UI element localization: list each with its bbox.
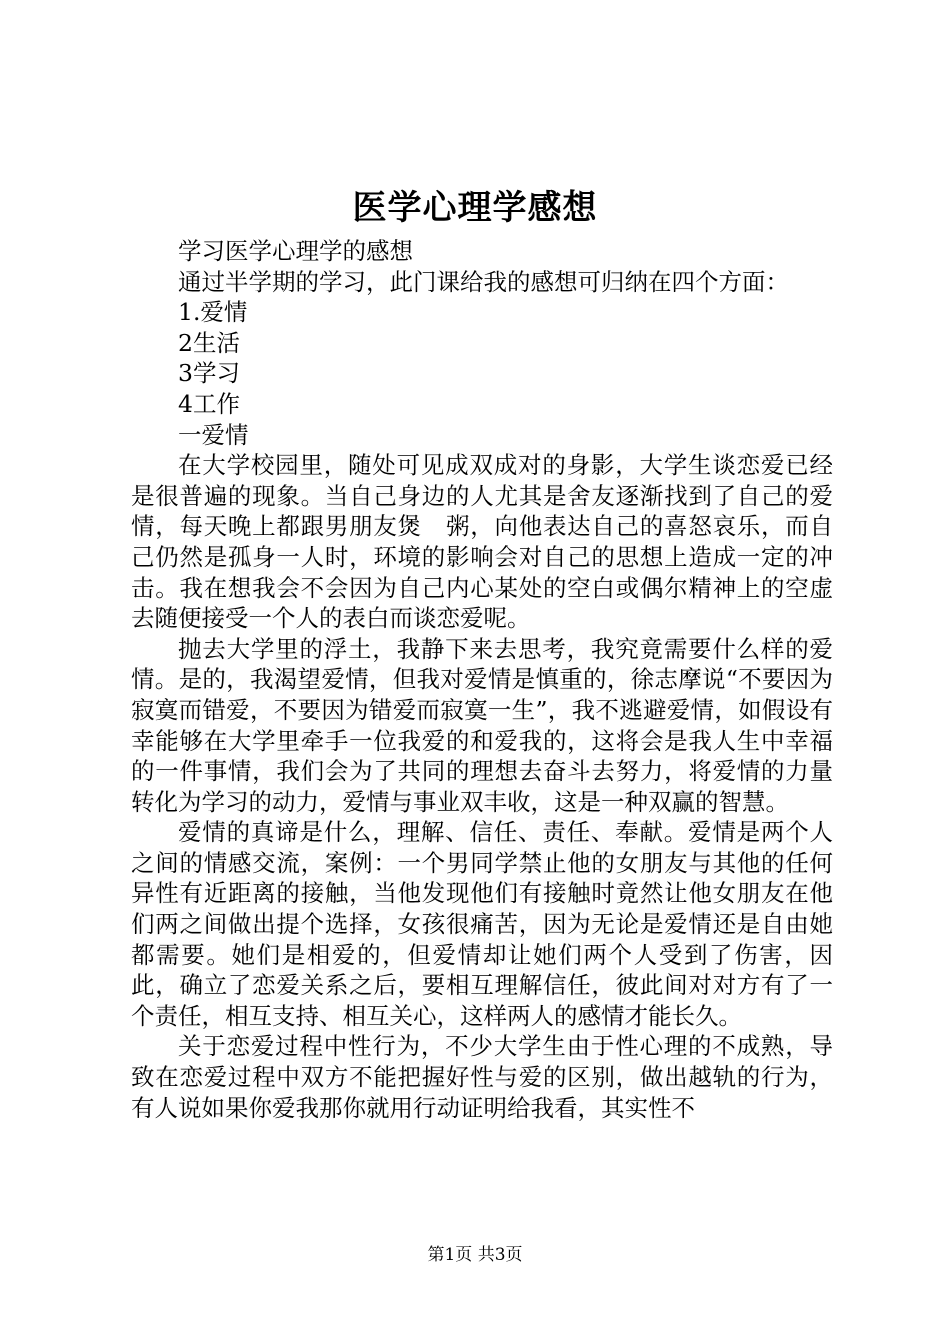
list-item: 2生活 [178,328,240,357]
list-item: 1.爱情 [178,298,248,327]
document-title: 医学心理学感想 [352,188,598,228]
paragraph: 爱情的真谛是什么，理解、信任、责任、奉献。爱情是两个人之间的情感交流，案例：一个男同学禁止他的女朋友与其他的任何异性有近距离的接触，当他发现他们有接触时竟然让他女朋友在他们两之间做出提个选择，女孩很痛苦，因为无论是爱情还是自由她都需要。她们是相爱的，但爱情却让她们两个人受到了伤害，因此，确立了恋爱关系之后，要相互理解信任，彼此间对对方有了一个责任，相互支持、相互关心，这样两人的感情才能长久。 [131,818,833,1030]
paragraph: 在大学校园里，随处可见成双成对的身影，大学生谈恋爱已经是很普遍的现象。当自己身边的人尤其是舍友逐渐找到了自己的爱情，每天晚上都跟男朋友煲 粥，向他表达自己的喜怒哀乐，而自己仍然是孤身一人时，环境的影响会对自己的思想上造成一定的冲击。我在想我会不会因为自己内心某处的空白或偶尔精神上的空虚去随便接受一个人的表白而谈恋爱呢。 [131,451,833,633]
page-number-footer: 第1页 共3页 [427,1245,523,1265]
paragraph: 抛去大学里的浮土，我静下来去思考，我究竟需要什么样的爱情。是的，我渴望爱情，但我对爱情是慎重的，徐志摩说“不要因为寂寞而错爱，不要因为错爱而寂寞一生”，我不逃避爱情，如假设有幸能够在大学里牵手一位我爱的和爱我的，这将会是我人生中幸福的一件事情，我们会为了共同的理想去奋斗去努力，将爱情的力量转化为学习的动力，爱情与事业双丰收，这是一种双赢的智慧。 [131,634,833,816]
list-item: 4工作 [178,389,240,418]
intro-line: 通过半学期的学习，此门课给我的感想可归纳在四个方面： [178,267,789,296]
paragraph: 关于恋爱过程中性行为，不少大学生由于性心理的不成熟，导致在恋爱过程中双方不能把握好性与爱的区别，做出越轨的行为，有人说如果你爱我那你就用行动证明给我看，其实性不 [131,1032,833,1122]
document-body [131,236,833,1123]
section-heading: 一爱情 [178,420,249,449]
subtitle-line: 学习医学心理学的感想 [178,237,413,265]
list-item: 3学习 [178,359,240,388]
